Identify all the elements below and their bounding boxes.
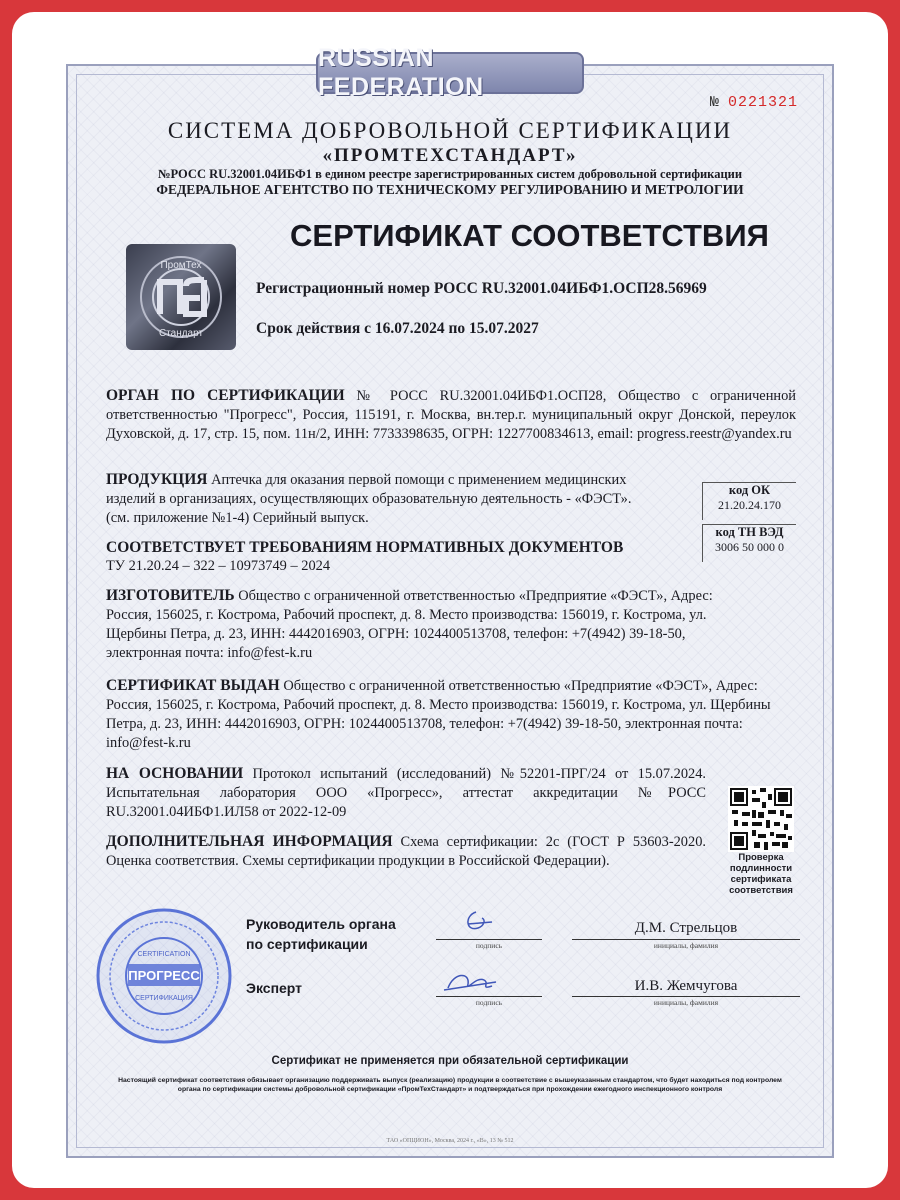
- head-name: Д.М. Стрельцов: [634, 920, 738, 936]
- expert-signature-icon: [440, 966, 500, 996]
- product-text: Аптечка для оказания первой помощи с применением медицинских изделий в организациях, осуществляющих образовательную деятельность - «ФЭСТ». (см. приложение №1-4) Серийный выпуск.: [106, 472, 632, 526]
- hologram-emblem-icon: [126, 244, 236, 350]
- registry-line: №РОСС RU.32001.04ИБФ1 в едином реестре зарегистрированных систем добровольной сертификации: [157, 167, 743, 181]
- stamp-bottom-text: СЕРТИФИКАЦИЯ: [135, 995, 193, 1002]
- serial-number: [710, 94, 798, 111]
- product-heading: ПРОДУКЦИЯ: [106, 471, 208, 488]
- manufacturer-text: Общество с ограниченной ответственностью «Предприятие «ФЭСТ», Адрес: Россия, 156025, г. Кострома, Рабочий проспект, д. 8. Место производства: 156019, г. Кострома, ул. Щербины Петра, д. 23, ИНН: 4442016903, ОГРН: 1024400513708, телефон: +7(4942) 39-18-50, электронная почта: info@fest-k.ru: [106, 588, 713, 661]
- certificate-title: СЕРТИФИКАТ СООТВЕТСТВИЯ: [290, 218, 769, 253]
- head-name-caption: инициалы, фамилия: [653, 941, 719, 950]
- registration-number: Регистрационный номер РОСС RU.32001.04ИБФ1.ОСП28.56969: [256, 280, 707, 297]
- country-banner-text: RUSSIAN FEDERATION: [318, 44, 484, 101]
- manufacturer-heading: ИЗГОТОВИТЕЛЬ: [106, 587, 235, 604]
- qr-caption-line: Проверка: [738, 852, 784, 863]
- head-signature-caption: подпись: [475, 941, 503, 950]
- basis-heading: НА ОСНОВАНИИ: [106, 765, 244, 782]
- qr-caption-line: подлинности: [729, 863, 793, 874]
- serial-value: 0221321: [728, 94, 799, 111]
- certification-body-text: № РОСС RU.32001.04ИБФ1.ОСП28, Общество с ограниченной ответственностью "Прогресс", Россия, 115191, г. Москва, вн.тер.г. муниципальный округ Донской, переулок Духовской, д. 17, стр. 15, пом. 11н/2, ИНН: 7733398635, ОГРН: 1227700834613, email: progress.reestr@yandex.ru: [106, 388, 796, 442]
- certification-stamp: [94, 906, 234, 1046]
- ok-code-value: 21.20.24.170: [718, 498, 781, 512]
- issued-to-heading: СЕРТИФИКАТ ВЫДАН: [106, 677, 280, 694]
- head-signature-line: [436, 939, 542, 940]
- head-name-line: [572, 939, 800, 940]
- additional-info-heading: ДОПОЛНИТЕЛЬНАЯ ИНФОРМАЦИЯ: [106, 833, 393, 850]
- tnved-code-label: код ТН ВЭД: [715, 525, 784, 539]
- country-banner: [316, 44, 584, 101]
- requirements-heading: СООТВЕТСТВУЕТ ТРЕБОВАНИЯМ НОРМАТИВНЫХ ДОКУМЕНТОВ: [106, 539, 624, 556]
- ok-code-label: код ОК: [728, 483, 771, 497]
- manufacturer-section: [106, 586, 746, 663]
- qr-caption: [716, 852, 806, 896]
- qr-code-icon[interactable]: [728, 786, 794, 852]
- head-role-line2: по сертификации: [246, 936, 368, 952]
- head-role: [246, 914, 396, 954]
- head-role-line1: Руководитель органа: [246, 916, 396, 932]
- basis-text: Протокол испытаний (исследований) №52201-ПРГ/24 от 15.07.2024. Испытательная лаборатория ООО «Прогресс», аттестат аккредитации №РОСС RU.32001.04ИБФ1.ИЛ58 от 2022-12-09: [106, 766, 707, 820]
- expert-signature-caption: подпись: [475, 998, 503, 1007]
- expert-role: Эксперт: [246, 980, 303, 996]
- fine-print: Настоящий сертификат соответствия обязывает организацию поддерживать выпуск (реализацию) продукции в соответствие с вышеуказанным стандартом, что будет находиться под контролем органа по сертификации системы добровольной сертификации «ПромТехСтандарт» и подтверждаться при прохождении ежегодного инспекционного контроля: [118, 1077, 782, 1093]
- qr-caption-line: сертификата: [730, 874, 792, 885]
- hologram-bottom-text: Стандарт: [158, 328, 204, 339]
- expert-signature-line: [436, 996, 542, 997]
- certification-body-heading: ОРГАН ПО СЕРТИФИКАЦИИ: [106, 387, 345, 404]
- qr-caption-line: соответствия: [729, 885, 793, 896]
- basis-section: [106, 764, 706, 822]
- validity-period: Срок действия с 16.07.2024 по 15.07.2027: [256, 320, 539, 337]
- expert-name-caption: инициалы, фамилия: [653, 998, 719, 1007]
- serial-prefix: №: [710, 94, 720, 111]
- stamp-top-text: CERTIFICATION: [137, 951, 191, 958]
- hologram-logo: [126, 244, 236, 350]
- requirements-section: [106, 538, 686, 576]
- additional-info-text: Схема сертификации: 2с (ГОСТ Р 53603-2020. Оценка соответствия. Схемы сертификации продукции в Российской Федерации).: [106, 834, 706, 869]
- ok-code-box: [702, 482, 796, 520]
- mandatory-notice: Сертификат не применяется при обязательной сертификации: [271, 1055, 629, 1067]
- stamp-seal-icon: [94, 906, 234, 1046]
- issued-to-text: Общество с ограниченной ответственностью «Предприятие «ФЭСТ», Адрес: Россия, 156025, г. Кострома, Рабочий проспект, д. 8. Место производства: 156019, г. Кострома, ул. Щербины Петра, д. 23, ИНН: 4442016903, ОГРН: 1024400513708, телефон: +7(4942) 39-18-50, электронная почта: info@fest-k.ru: [106, 678, 771, 751]
- system-name: «ПРОМТЕХСТАНДАРТ»: [322, 145, 578, 166]
- hologram-top-text: ПромТех: [160, 260, 202, 271]
- system-title: СИСТЕМА ДОБРОВОЛЬНОЙ СЕРТИФИКАЦИИ: [167, 118, 733, 143]
- printer-line: ТАО «ОПЦИОН», Москва, 2024 г., «В», 13 № 512: [386, 1138, 514, 1144]
- agency-line: ФЕДЕРАЛЬНОЕ АГЕНТСТВО ПО ТЕХНИЧЕСКОМУ РЕГУЛИРОВАНИЮ И МЕТРОЛОГИИ: [156, 182, 744, 197]
- expert-name-line: [572, 996, 800, 997]
- issued-to-section: [106, 676, 786, 753]
- product-section: [106, 470, 636, 528]
- expert-name: И.В. Жемчугова: [634, 978, 738, 994]
- certification-body-section: [106, 386, 796, 444]
- requirements-text: ТУ 21.20.24 – 322 – 10973749 – 2024: [106, 558, 331, 574]
- tnved-code-box: [702, 524, 796, 562]
- stamp-center-text: ПРОГРЕСС: [128, 968, 200, 983]
- additional-info-section: [106, 832, 706, 871]
- tnved-code-value: 3006 50 000 0: [715, 540, 784, 554]
- head-signature-icon: [458, 906, 498, 938]
